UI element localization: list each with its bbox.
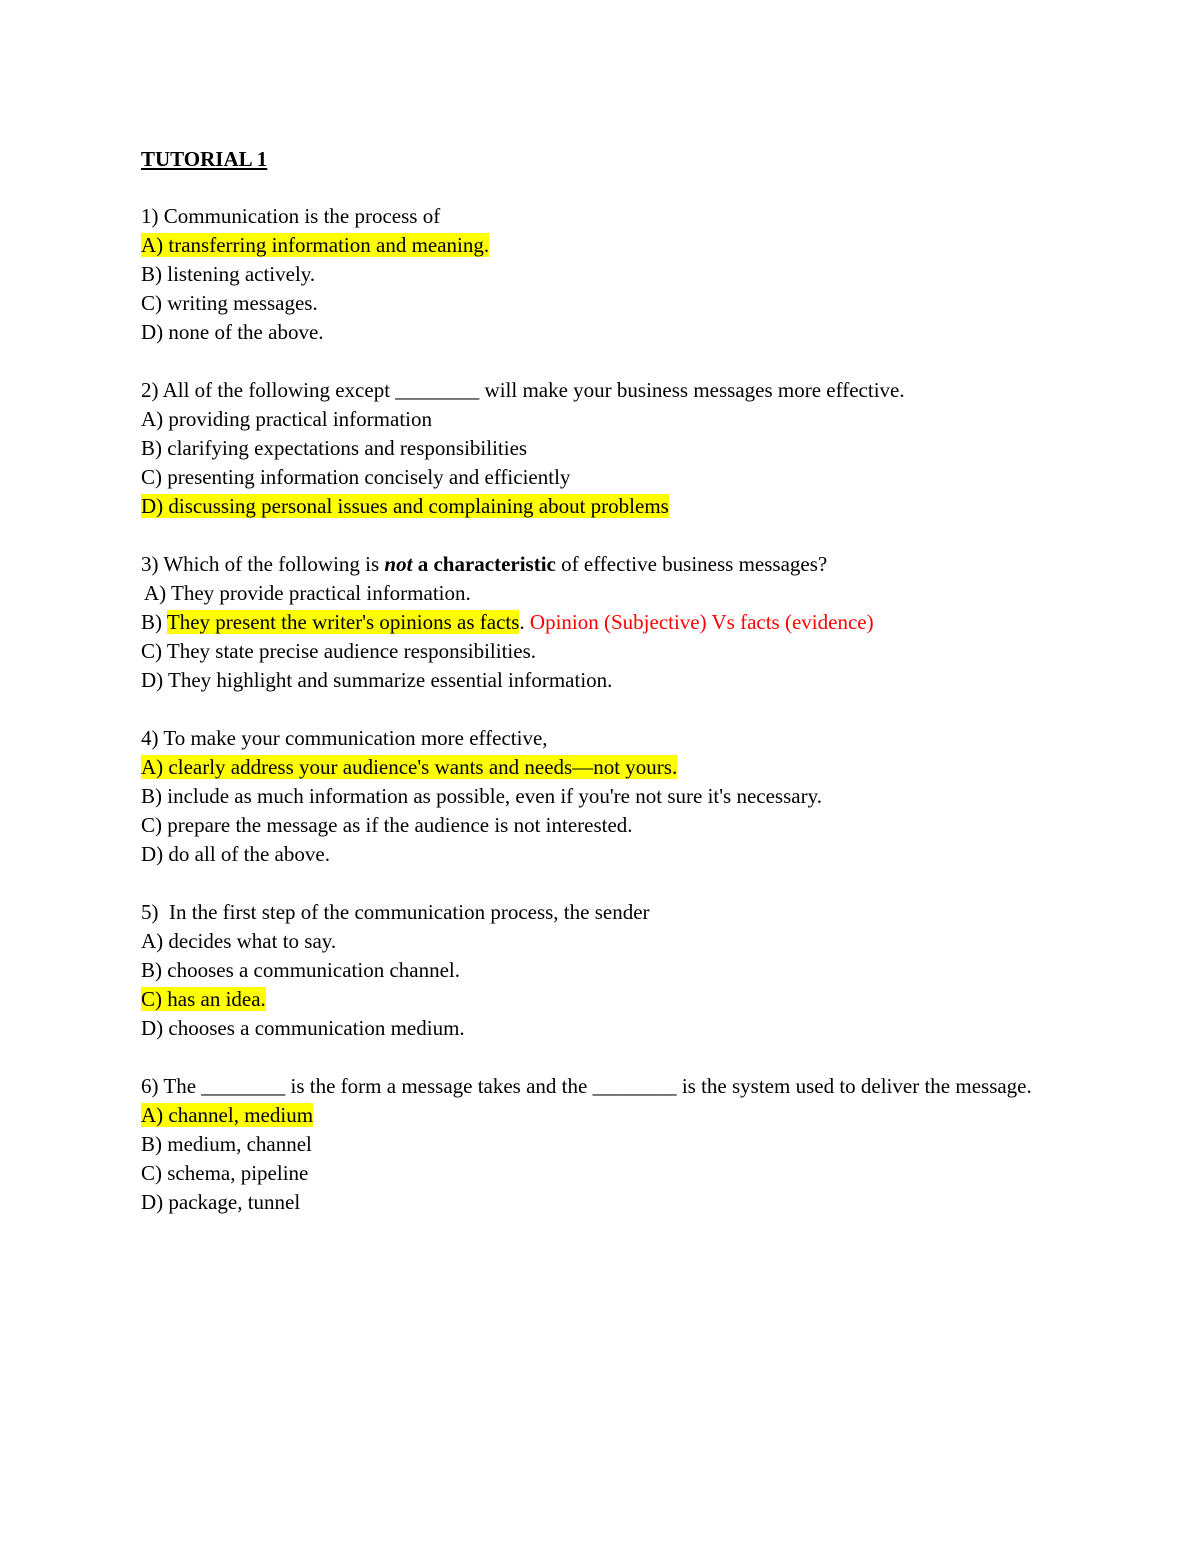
- question-1: [141, 202, 1101, 347]
- question-3-stem-not: not: [384, 552, 413, 576]
- question-6-option-c: C) schema, pipeline: [141, 1161, 309, 1185]
- question-5-option-a: A) decides what to say.: [141, 929, 337, 953]
- question-5-option-c: [141, 985, 1101, 1014]
- question-3-stem-pre: 3) Which of the following is: [141, 552, 385, 576]
- question-1-stem: 1) Communication is the process of: [141, 204, 441, 228]
- question-3-option-a: A) They provide practical information.: [144, 581, 471, 605]
- answer-highlight: D) discussing personal issues and complaining about problems: [141, 494, 669, 518]
- answer-highlight: They present the writer's opinions as facts: [166, 610, 520, 634]
- question-4: [141, 724, 1101, 869]
- question-5-option-d: D) chooses a communication medium.: [141, 1016, 465, 1040]
- document-page: [141, 145, 1101, 1246]
- question-1-option-d: D) none of the above.: [141, 320, 324, 344]
- answer-highlight: A) channel, medium: [141, 1103, 314, 1127]
- question-3-stem-post: of effective business messages?: [555, 552, 828, 576]
- question-6-stem: 6) The ________ is the form a message takes and the ________ is the system used to deliver the message.: [141, 1074, 1032, 1098]
- answer-note: Opinion (Subjective) Vs facts (evidence): [529, 610, 874, 634]
- question-4-stem: 4) To make your communication more effective,: [141, 726, 548, 750]
- question-6-option-a: [141, 1101, 1101, 1130]
- question-2-option-d: [141, 492, 1101, 521]
- question-3: [141, 550, 1101, 695]
- question-2-option-b: B) clarifying expectations and responsibilities: [141, 436, 528, 460]
- question-2-option-c: C) presenting information concisely and efficiently: [141, 465, 571, 489]
- question-6-option-d: D) package, tunnel: [141, 1190, 301, 1214]
- question-6: [141, 1072, 1101, 1217]
- question-3-stem-characteristic: a characteristic: [412, 552, 556, 576]
- question-1-option-c: C) writing messages.: [141, 291, 318, 315]
- question-3-option-b-prefix: B): [141, 610, 167, 634]
- answer-highlight: A) transferring information and meaning.: [141, 233, 490, 257]
- question-2-stem: 2) All of the following except ________ will make your business messages more effective.: [141, 378, 905, 402]
- question-4-option-b: B) include as much information as possible, even if you're not sure it's necessary.: [141, 784, 822, 808]
- question-3-option-c: C) They state precise audience responsibilities.: [141, 639, 536, 663]
- question-2: [141, 376, 1101, 521]
- question-2-option-a: A) providing practical information: [141, 407, 432, 431]
- question-5-option-b: B) chooses a communication channel.: [141, 958, 460, 982]
- question-6-option-b: B) medium, channel: [141, 1132, 312, 1156]
- question-4-option-a: [141, 753, 1101, 782]
- question-3-option-b-dot: .: [519, 610, 530, 634]
- question-3-stem: [141, 550, 1101, 579]
- page-title: TUTORIAL 1: [141, 147, 268, 171]
- question-5-stem: 5) In the first step of the communication process, the sender: [141, 900, 650, 924]
- question-3-option-d: D) They highlight and summarize essential information.: [141, 668, 613, 692]
- answer-highlight: C) has an idea.: [141, 987, 266, 1011]
- question-5: [141, 898, 1101, 1043]
- question-4-option-c: C) prepare the message as if the audience is not interested.: [141, 813, 633, 837]
- answer-highlight: A) clearly address your audience's wants and needs—not yours.: [141, 755, 678, 779]
- question-1-option-b: B) listening actively.: [141, 262, 316, 286]
- question-3-option-b: [141, 608, 1101, 637]
- question-4-option-d: D) do all of the above.: [141, 842, 330, 866]
- question-1-option-a: [141, 231, 1101, 260]
